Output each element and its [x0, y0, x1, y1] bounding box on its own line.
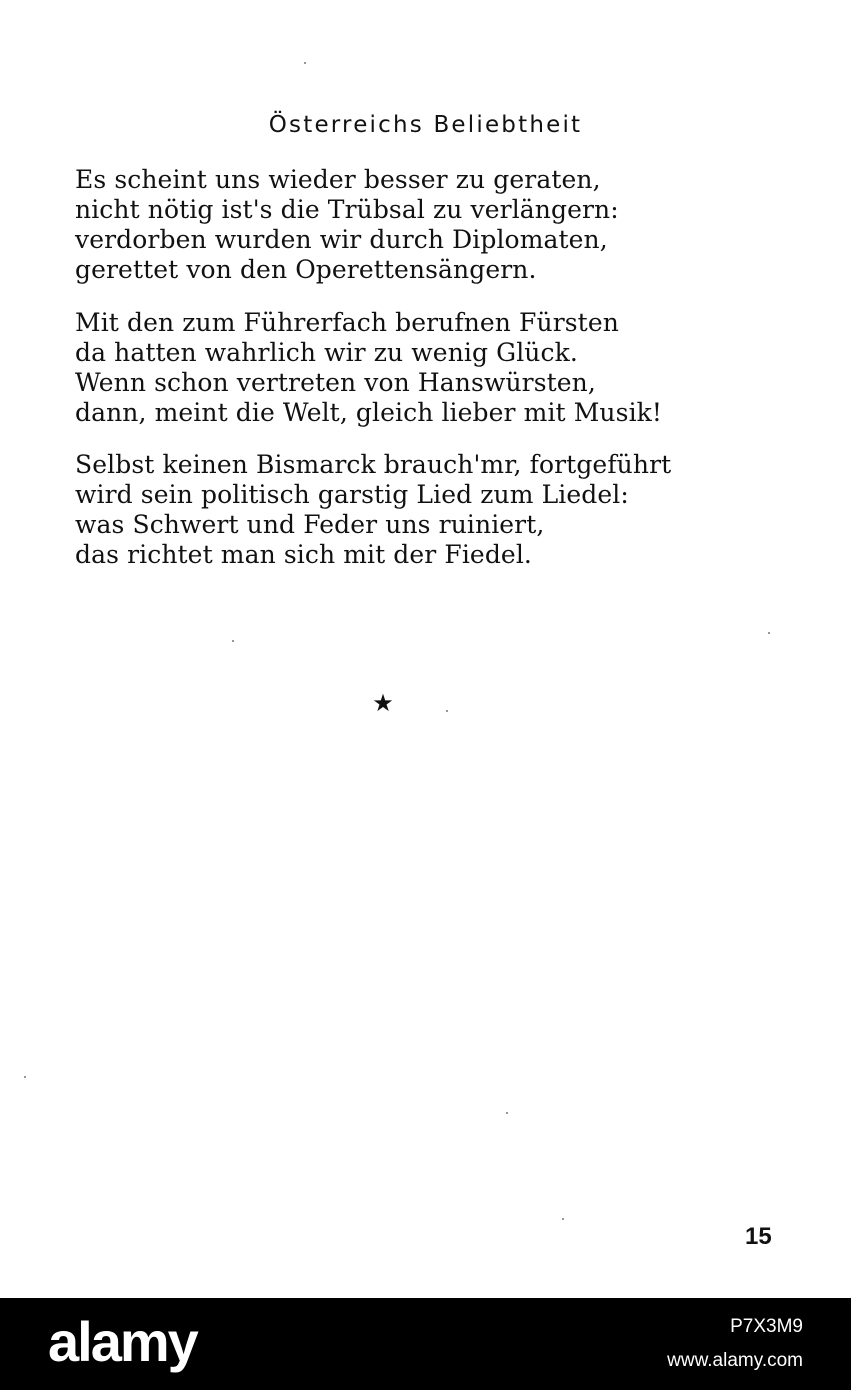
scan-speck — [304, 62, 306, 64]
stanza-line: da hatten wahrlich wir zu wenig Glück. — [75, 338, 578, 367]
stanza-line: Mit den zum Führerfach berufnen Fürsten — [75, 308, 619, 337]
page-number: 15 — [745, 1223, 772, 1250]
stanza-line: verdorben wurden wir durch Diplomaten, — [75, 225, 608, 254]
stanza-line: dann, meint die Welt, gleich lieber mit Musik! — [75, 398, 663, 427]
stanza-line: Selbst keinen Bismarck brauch'mr, fortgeführt — [75, 450, 672, 479]
stanza-line: gerettet von den Operettensängern. — [75, 255, 537, 284]
poem-title: Österreichs Beliebtheit — [268, 112, 583, 138]
watermark-footer — [0, 1298, 851, 1390]
stanza-2 — [75, 308, 662, 428]
stanza-3 — [75, 450, 671, 570]
scan-speck — [232, 640, 234, 642]
scan-speck — [506, 1112, 508, 1114]
image-id: P7X3M9 — [730, 1316, 803, 1337]
site-url: www.alamy.com — [667, 1350, 803, 1371]
stanza-line: Wenn schon vertreten von Hanswürsten, — [75, 368, 596, 397]
scan-speck — [24, 1076, 26, 1078]
star-ornament-icon: ★ — [372, 689, 394, 717]
alamy-logo: alamy — [48, 1310, 197, 1373]
stanza-1 — [75, 165, 619, 285]
scan-speck — [446, 710, 448, 712]
scan-speck — [562, 1218, 564, 1220]
stanza-line: was Schwert und Feder uns ruiniert, — [75, 510, 545, 539]
stanza-line: Es scheint uns wieder besser zu geraten, — [75, 165, 601, 194]
scan-speck — [768, 632, 770, 634]
stanza-line: wird sein politisch garstig Lied zum Liedel: — [75, 480, 629, 509]
stanza-line: nicht nötig ist's die Trübsal zu verlängern: — [75, 195, 619, 224]
stanza-line: das richtet man sich mit der Fiedel. — [75, 540, 532, 569]
